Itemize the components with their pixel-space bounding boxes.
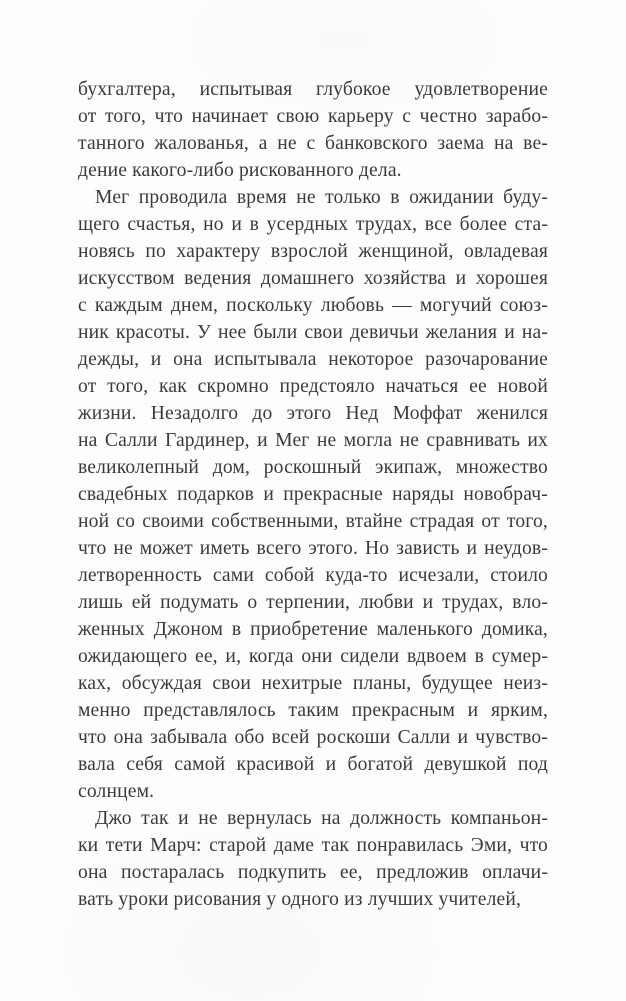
text-line: искусством ведения домашнего хозяйства и хорошея [78, 268, 548, 289]
text-line: ной со своими собственными, втайне страдая от того, [78, 511, 548, 532]
text-line: Мег проводила время не только в ожидании буду- [95, 187, 548, 208]
text-line: новясь по характеру взрослой женщиной, овладевая [78, 241, 548, 262]
text-line: ник красоты. У нее были свои девичьи желания и на- [78, 322, 548, 343]
text-line: танного жалованья, а не с банковского заема на ве- [78, 133, 548, 154]
page-text-column [78, 76, 548, 913]
text-line: лишь ей подумать о терпении, любви и трудах, вло- [78, 592, 548, 613]
text-line: жизни. Незадолго до этого Нед Моффат женился [78, 403, 548, 424]
text-line: летворенность сами собой куда-то исчезали, стоило [78, 565, 548, 586]
text-line: ожидающего ее, и, когда они сидели вдвоем в сумер- [78, 646, 548, 667]
text-line: щего счастья, но и в усердных трудах, все более ста- [78, 214, 548, 235]
text-line: от того, что начинает свою карьеру с честно зарабо- [78, 106, 548, 127]
text-line: вала себя самой красивой и богатой девушкой под [78, 754, 548, 775]
text-line: что она забывала обо всей роскоши Салли и чувство- [78, 727, 548, 748]
text-line: дежды, и она испытывала некоторое разочарование [78, 349, 548, 370]
text-line: что не может иметь всего этого. Но зависть и неудов- [78, 538, 548, 559]
text-line: ках, обсуждая свои нехитрые планы, будущее неиз- [78, 673, 548, 694]
text-line: менно представлялось таким прекрасным и ярким, [78, 700, 548, 721]
text-line: от того, как скромно предстояло начаться ее новой [78, 376, 548, 397]
text-line: дение какого-либо рискованного дела. [78, 160, 402, 181]
text-line: женных Джоном в приобретение маленького домика, [78, 619, 548, 640]
text-line: бухгалтера, испытывая глубокое удовлетворение [78, 79, 548, 100]
text-line: Джо так и не вернулась на должность компаньон- [95, 808, 548, 829]
text-line: великолепный дом, роскошный экипаж, множество [78, 457, 548, 478]
text-line: ки тети Марч: старой даме так понравилась Эми, что [78, 835, 548, 856]
text-line: свадебных подарков и прекрасные наряды новобрач- [78, 484, 548, 505]
text-line: солнцем. [78, 781, 155, 802]
text-line: с каждым днем, поскольку любовь — могучий союз- [78, 295, 548, 316]
text-line: вать уроки рисования у одного из лучших учителей, [78, 889, 522, 910]
text-line: на Салли Гардинер, и Мег не могла не сравнивать их [78, 430, 548, 451]
text-line: она постаралась подкупить ее, предложив оплачи- [78, 862, 548, 883]
